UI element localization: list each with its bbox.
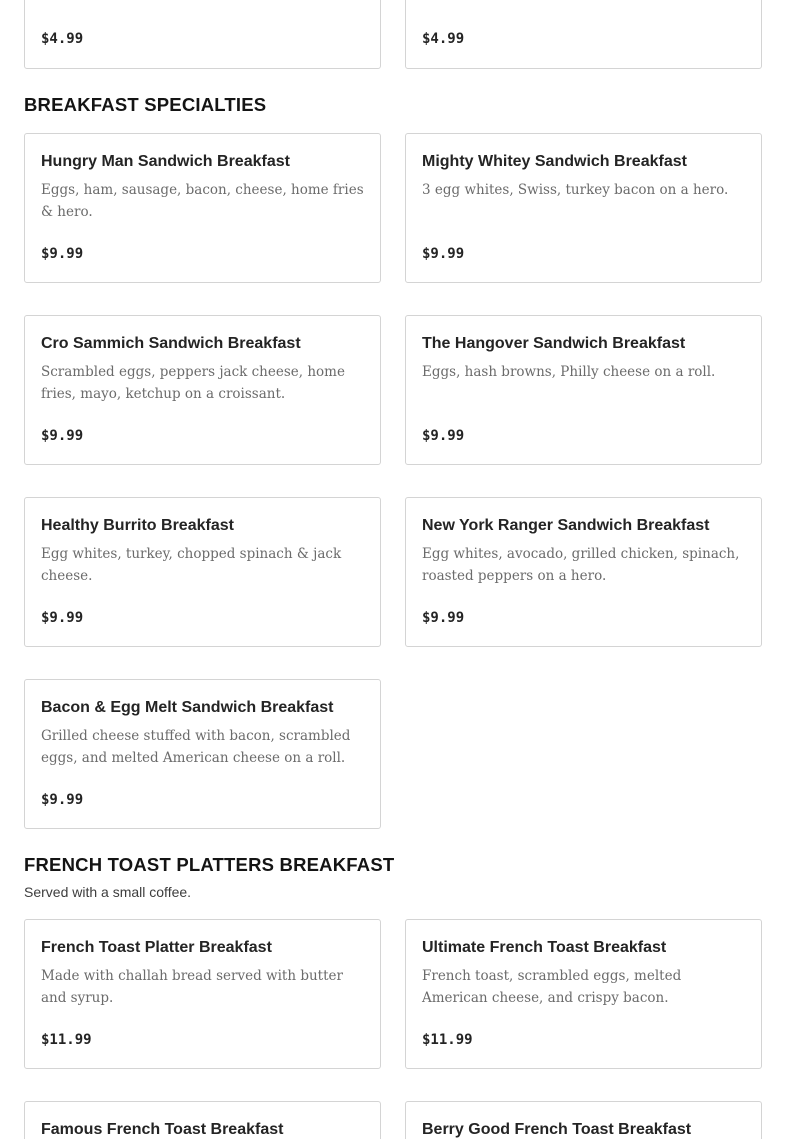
item-price: $9.99 — [41, 428, 84, 444]
menu-item-card[interactable] — [405, 919, 762, 1069]
item-description: French toast, scrambled eggs, melted American cheese, and crispy bacon. — [422, 968, 682, 1006]
item-name: The Hangover Sandwich Breakfast — [422, 335, 686, 352]
item-name: Berry Good French Toast Breakfast — [422, 1121, 692, 1138]
menu-item-card[interactable] — [405, 0, 762, 69]
section-title: FRENCH TOAST PLATTERS BREAKFAST — [24, 854, 395, 875]
section-subtitle: Served with a small coffee. — [24, 884, 192, 900]
menu-item-card[interactable] — [405, 315, 762, 465]
item-price: $9.99 — [41, 792, 84, 808]
menu-item-card[interactable] — [24, 315, 381, 465]
menu-item-card[interactable] — [24, 0, 381, 69]
item-description: Eggs, hash browns, Philly cheese on a roll. — [422, 364, 716, 380]
menu-item-card[interactable] — [24, 919, 381, 1069]
item-name: French Toast Platter Breakfast — [41, 939, 272, 956]
item-name: Famous French Toast Breakfast — [41, 1121, 284, 1138]
menu-item-card[interactable] — [405, 133, 762, 283]
item-description: 3 egg whites, Swiss, turkey bacon on a hero. — [422, 182, 729, 198]
item-description: Eggs, ham, sausage, bacon, cheese, home fries & hero. — [41, 182, 364, 220]
item-name: Mighty Whitey Sandwich Breakfast — [422, 153, 687, 170]
item-description: Grilled cheese stuffed with bacon, scrambled eggs, and melted American cheese on a roll. — [41, 728, 351, 766]
item-price: $9.99 — [422, 428, 465, 444]
item-description: Egg whites, avocado, grilled chicken, spinach, roasted peppers on a hero. — [422, 546, 740, 584]
item-description: Egg whites, turkey, chopped spinach & jack cheese. — [41, 546, 342, 584]
item-price: $9.99 — [422, 610, 465, 626]
item-description: Scrambled eggs, peppers jack cheese, home fries, mayo, ketchup on a croissant. — [41, 364, 345, 402]
menu-item-card[interactable] — [405, 1101, 762, 1139]
item-name: Healthy Burrito Breakfast — [41, 517, 234, 534]
item-name: Cro Sammich Sandwich Breakfast — [41, 335, 301, 352]
item-description: Made with challah bread served with butter and syrup. — [41, 968, 343, 1006]
item-name: Ultimate French Toast Breakfast — [422, 939, 667, 956]
item-name: Bacon & Egg Melt Sandwich Breakfast — [41, 699, 334, 716]
menu-item-card[interactable] — [24, 1101, 381, 1139]
menu-item-card[interactable] — [405, 497, 762, 647]
item-name: Hungry Man Sandwich Breakfast — [41, 153, 290, 170]
item-price: $11.99 — [41, 1032, 92, 1048]
item-price: $9.99 — [422, 246, 465, 262]
item-price: $9.99 — [41, 610, 84, 626]
menu-item-card[interactable] — [24, 497, 381, 647]
menu-item-card[interactable] — [24, 133, 381, 283]
item-price: $11.99 — [422, 1032, 473, 1048]
menu-item-card[interactable] — [24, 679, 381, 829]
item-price: $9.99 — [41, 246, 84, 262]
item-price: $4.99 — [422, 31, 465, 47]
section-title: BREAKFAST SPECIALTIES — [24, 94, 267, 115]
item-name: New York Ranger Sandwich Breakfast — [422, 517, 710, 534]
item-price: $4.99 — [41, 31, 84, 47]
